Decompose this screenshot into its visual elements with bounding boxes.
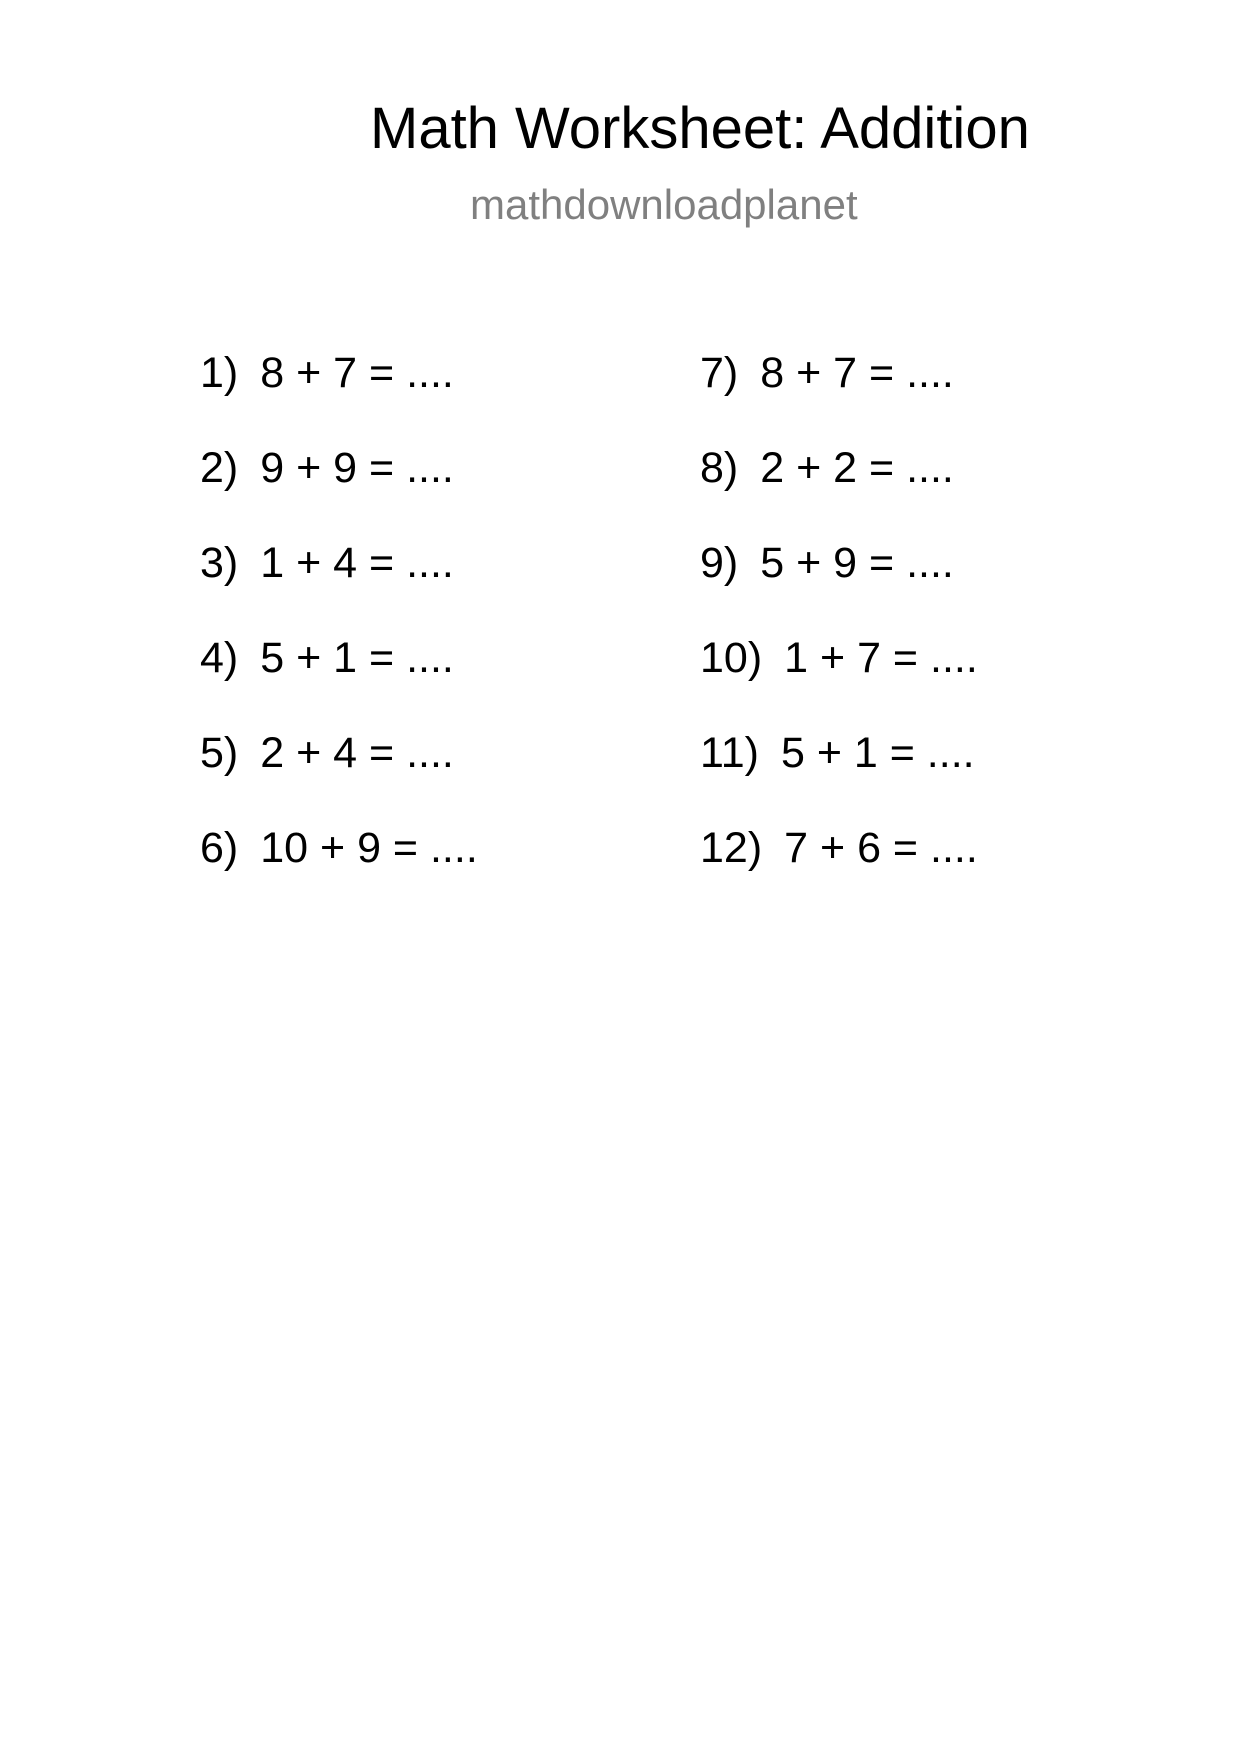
problem-item (700, 634, 978, 732)
problem-number: 7) (700, 349, 739, 397)
problem-number: 10) (700, 634, 763, 682)
worksheet-subtitle: mathdownloadplanet (470, 181, 858, 228)
problem-item (200, 349, 478, 447)
problem-number: 11) (700, 729, 759, 777)
problem-number: 8) (700, 444, 739, 492)
problem-item (700, 349, 978, 447)
problem-item (200, 539, 478, 637)
problem-expression: 1 + 4 = .... (260, 539, 454, 587)
problem-expression: 5 + 1 = .... (780, 729, 975, 777)
problem-item (700, 539, 978, 637)
problem-expression: 7 + 6 = .... (784, 824, 978, 872)
problem-number: 9) (700, 539, 739, 587)
problem-item (700, 444, 978, 542)
problem-expression: 5 + 9 = .... (760, 539, 954, 587)
problem-number: 6) (200, 824, 239, 872)
problem-number: 4) (200, 634, 239, 682)
problem-expression: 8 + 7 = .... (260, 349, 454, 397)
problem-expression: 8 + 7 = .... (760, 349, 954, 397)
problem-item (200, 729, 478, 827)
problem-expression: 10 + 9 = .... (260, 824, 478, 872)
problem-expression: 5 + 1 = .... (260, 634, 454, 682)
problem-number: 5) (200, 729, 239, 777)
problem-item (200, 444, 478, 542)
worksheet-title: Math Worksheet: Addition (370, 96, 1030, 161)
problem-item (700, 824, 978, 922)
problem-expression: 2 + 4 = .... (260, 729, 454, 777)
problem-number: 2) (200, 444, 239, 492)
problem-item (700, 729, 978, 827)
problem-expression: 1 + 7 = .... (784, 634, 978, 682)
problem-column-right (700, 349, 978, 922)
problem-item (200, 634, 478, 732)
problem-number: 3) (200, 539, 239, 587)
problem-expression: 2 + 2 = .... (760, 444, 954, 492)
problem-number: 1) (200, 349, 239, 397)
problem-column-left (200, 349, 478, 922)
problem-expression: 9 + 9 = .... (260, 444, 454, 492)
problem-number: 12) (700, 824, 763, 872)
problem-item (200, 824, 478, 922)
